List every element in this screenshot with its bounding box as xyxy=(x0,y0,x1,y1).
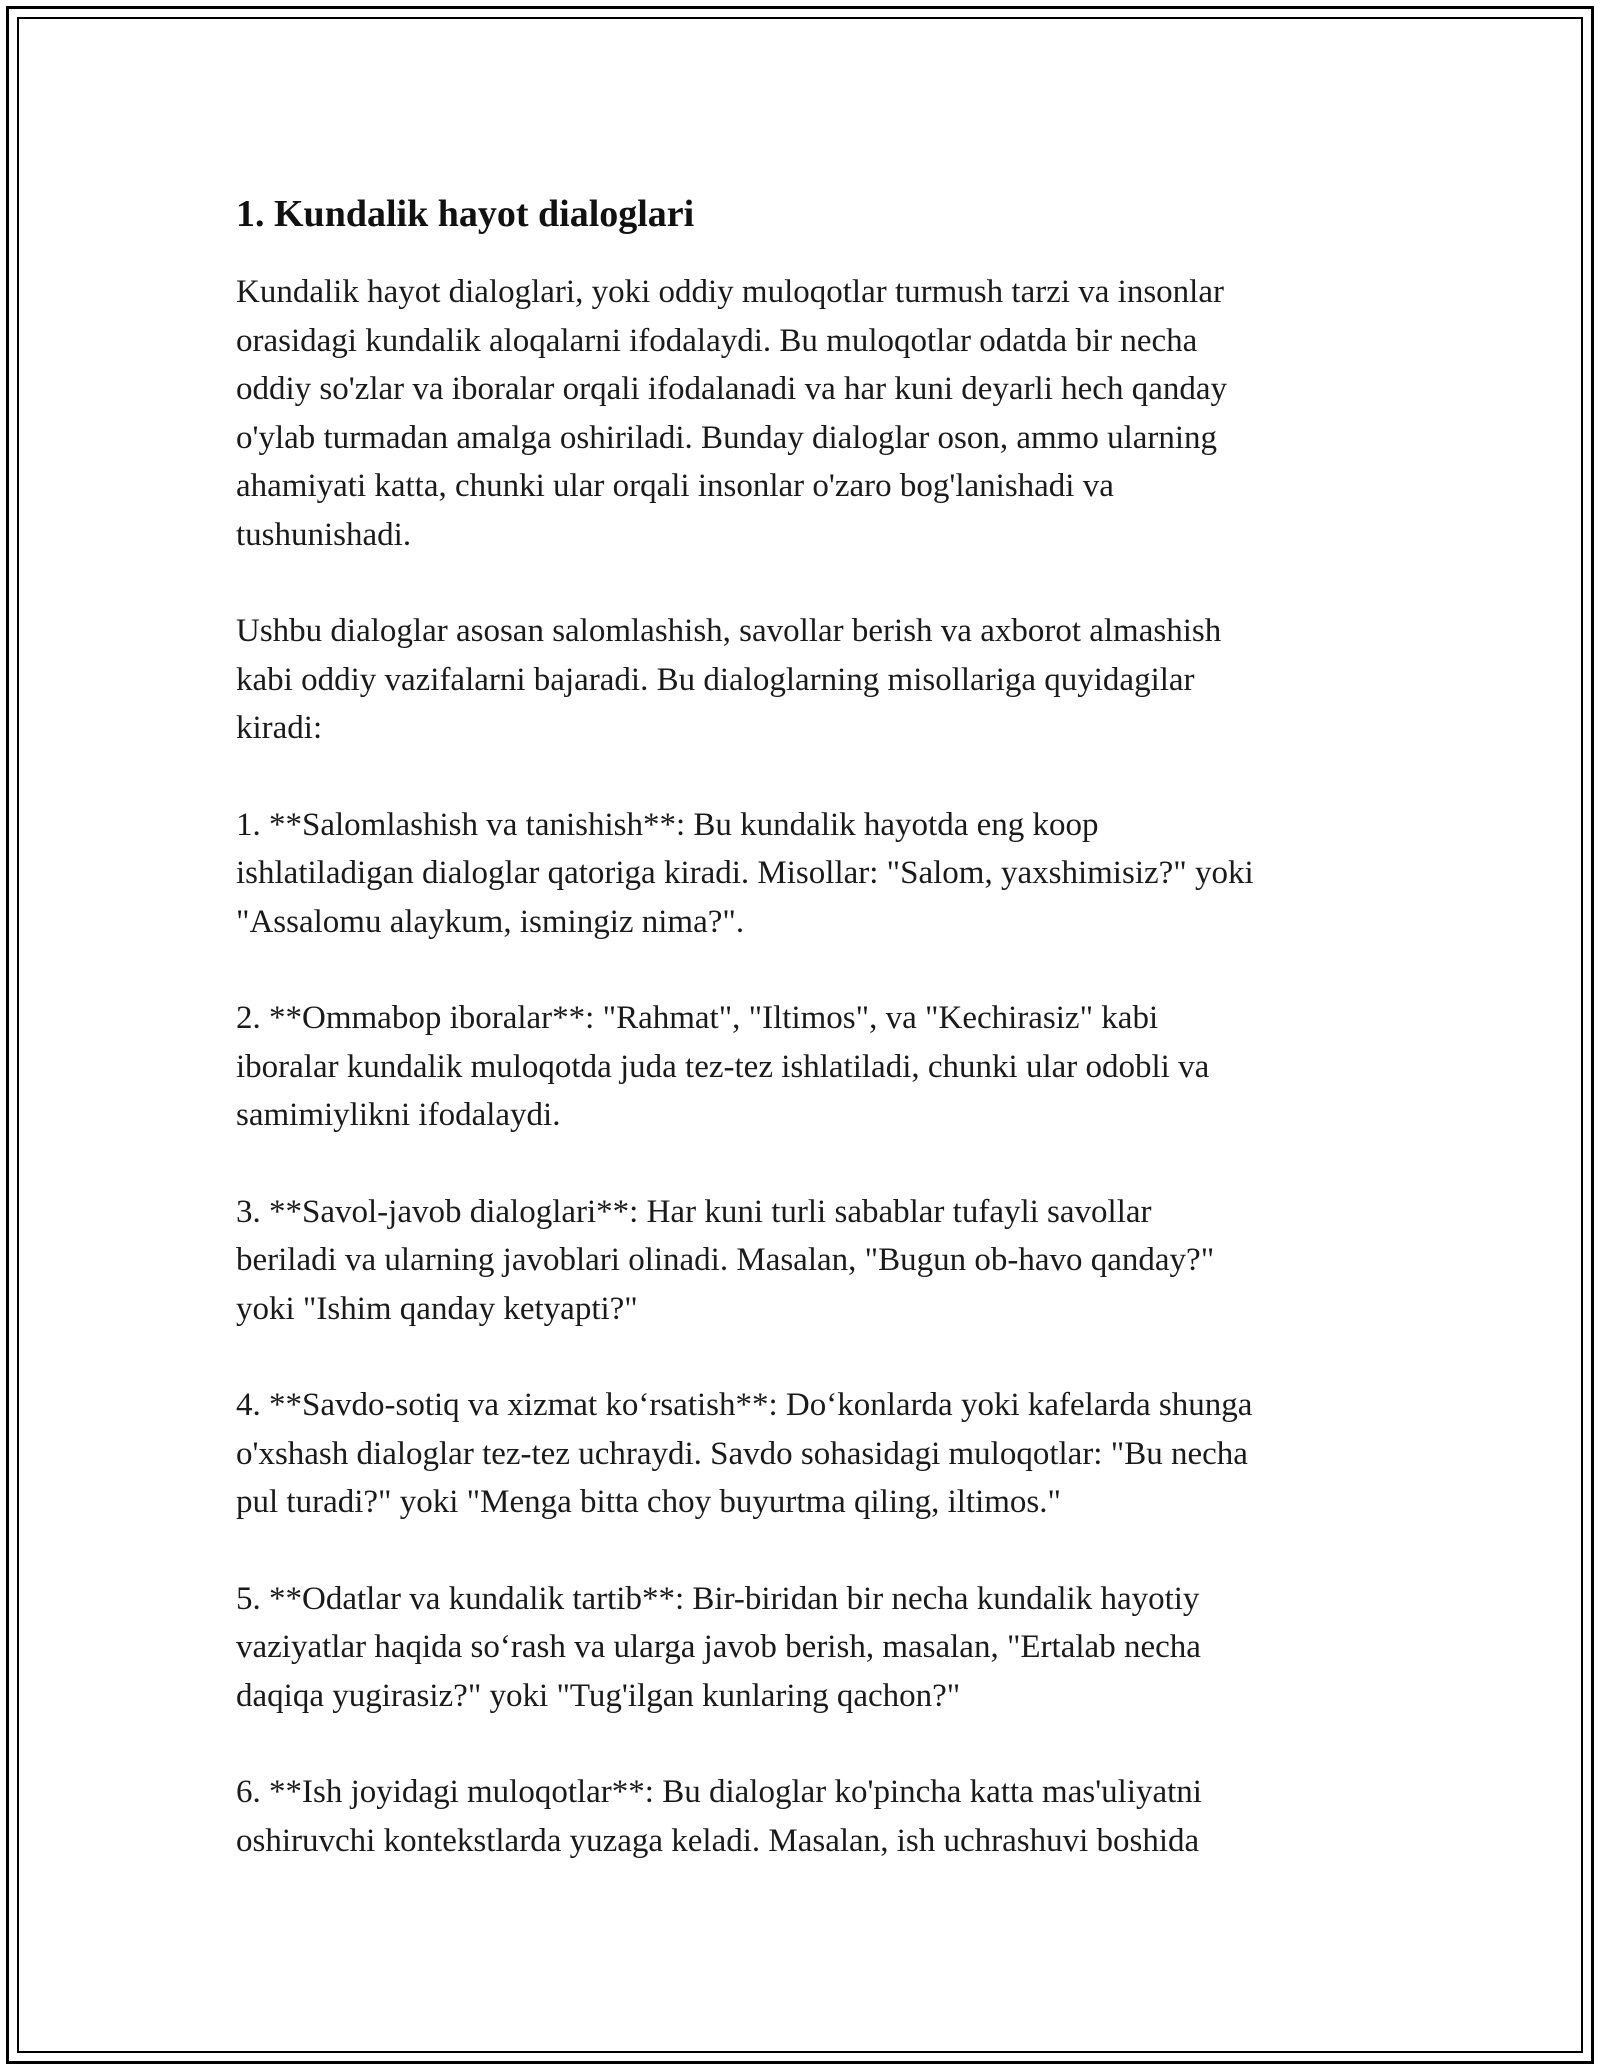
document-body xyxy=(236,186,1386,1913)
list-item-common-phrases: 2. **Ommabop iboralar**: "Rahmat", "Iltimos", va "Kechirasiz" kabi iboralar kundalik muloqotda juda tez-tez ishlatiladi, chunki ular odobli va samimiylikni ifodalaydi. xyxy=(236,1000,1210,1133)
section-heading: 1. Kundalik hayot dialoglari xyxy=(236,193,695,235)
list-item-question-answer: 3. **Savol-javob dialoglari**: Har kuni turli sabablar tufayli savollar beriladi va ularning javoblari olinadi. Masalan, "Bugun ob-havo qanday?" yoki "Ishim qanday ketyapti?" xyxy=(236,1193,1215,1327)
paragraph-intro: Kundalik hayot dialoglari, yoki oddiy muloqotlar turmush tarzi va insonlar orasidagi kundalik aloqalarni ifodalaydi. Bu muloqotlar odatda bir necha oddiy so'zlar va iboralar orqali ifodalanadi va har kuni deyarli hech qanday o'ylab turmadan amalga oshiriladi. Bunday dialoglar oson, ammo ularning ahamiyati katta, chunki ular orqali insonlar o'zaro bog'lanishadi va tushunishadi. xyxy=(236,274,1227,553)
list-item-greetings: 1. **Salomlashish va tanishish**: Bu kundalik hayotda eng koop ishlatiladigan dialoglar qatoriga kiradi. Misollar: "Salom, yaxshimisiz?" yoki "Assalomu alaykum, ismingiz nima?". xyxy=(236,806,1254,940)
list-item-trade-service: 4. **Savdo-sotiq va xizmat ko‘rsatish**: Do‘konlarda yoki kafelarda shunga o'xshash dialoglar tez-tez uchraydi. Savdo sohasidagi muloqotlar: "Bu necha pul turadi?" yoki "Menga bitta choy buyurtma qiling, iltimos." xyxy=(236,1387,1253,1520)
list-item-workplace: 6. **Ish joyidagi muloqotlar**: Bu dialoglar ko'pincha katta mas'uliyatni oshiruvchi kontekstlarda yuzaga keladi. Masalan, ish uchrashuvi boshida xyxy=(236,1774,1202,1859)
paragraph-purpose: Ushbu dialoglar asosan salomlashish, savollar berish va axborot almashish kabi oddiy vazifalarni bajaradi. Bu dialoglarning misollariga quyidagilar kiradi: xyxy=(236,613,1222,746)
list-item-daily-routine: 5. **Odatlar va kundalik tartib**: Bir-biridan bir necha kundalik hayotiy vaziyatlar haqida so‘rash va ularga javob berish, masalan, "Ertalab necha daqiqa yugirasiz?" yoki "Tug'ilgan kunlaring qachon?" xyxy=(236,1580,1201,1714)
